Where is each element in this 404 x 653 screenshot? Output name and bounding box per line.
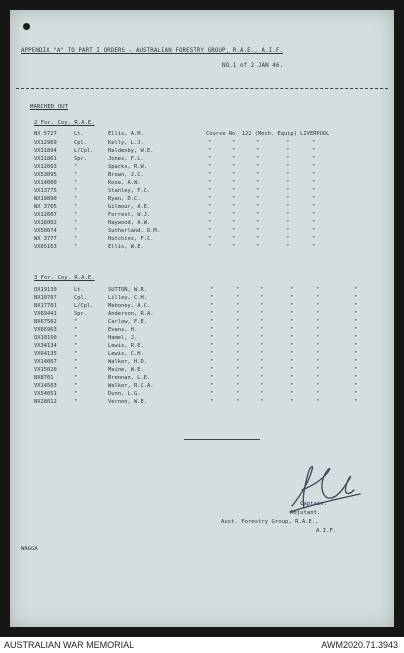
cell-rank: L/Cpl. — [74, 303, 94, 309]
ditto-mark: " — [232, 236, 236, 242]
cell-no: VX66963 — [34, 327, 57, 333]
ditto-mark: " — [312, 148, 316, 154]
ditto-mark: " — [312, 172, 316, 178]
ditto-mark: " — [210, 367, 214, 373]
ditto-mark: " — [290, 391, 294, 397]
ditto-mark: " — [312, 156, 316, 162]
ditto-mark: " — [260, 327, 264, 333]
cell-name: Rose, A.W. — [108, 180, 141, 186]
cell-name: Maine, W.E. — [108, 367, 144, 373]
cell-rank: " — [74, 188, 78, 194]
cell-no: VX13775 — [34, 188, 57, 194]
ditto-mark: " — [290, 367, 294, 373]
ditto-mark: " — [210, 335, 214, 341]
ditto-mark: " — [256, 204, 260, 210]
ditto-mark: " — [354, 303, 358, 309]
ditto-mark: " — [286, 156, 290, 162]
cell-name: Ellis, W.E. — [108, 244, 144, 250]
ditto-mark: " — [236, 367, 240, 373]
ditto-mark: " — [354, 367, 358, 373]
ditto-mark: " — [236, 303, 240, 309]
ditto-mark: " — [208, 228, 212, 234]
ditto-mark: " — [354, 287, 358, 293]
ditto-mark: " — [236, 327, 240, 333]
ditto-mark: " — [312, 180, 316, 186]
ditto-mark: " — [210, 351, 214, 357]
ditto-mark: " — [256, 180, 260, 186]
ditto-mark: " — [354, 359, 358, 365]
cell-no: VX14000 — [34, 180, 57, 186]
ditto-mark: " — [260, 343, 264, 349]
cell-no: NX8701 — [34, 375, 54, 381]
cell-rank: " — [74, 228, 78, 234]
ditto-mark: " — [290, 319, 294, 325]
ditto-mark: " — [210, 311, 214, 317]
cell-no: VX16002 — [34, 220, 57, 226]
ditto-mark: " — [256, 188, 260, 194]
cell-no: VX11861 — [34, 156, 57, 162]
ditto-mark: " — [232, 188, 236, 194]
ditto-mark: " — [232, 140, 236, 146]
cell-rank: " — [74, 359, 78, 365]
ditto-mark: " — [260, 335, 264, 341]
credit-institution: AUSTRALIAN WAR MEMORIAL — [4, 640, 135, 650]
ditto-mark: " — [256, 228, 260, 234]
signatory-title: Adjutant. — [290, 510, 321, 516]
ditto-mark: " — [290, 359, 294, 365]
signatory-unit: Aust. Forestry Group, R.A.E., — [221, 519, 319, 525]
ditto-mark: " — [354, 375, 358, 381]
ditto-mark: " — [316, 391, 320, 397]
document-reference: NO.1 of 2 JAN 46. — [222, 63, 284, 69]
ditto-mark: " — [208, 220, 212, 226]
ditto-mark: " — [290, 335, 294, 341]
ditto-mark: " — [316, 359, 320, 365]
cell-name: Evans, H. — [108, 327, 138, 333]
cell-rank: " — [74, 172, 78, 178]
cell-name: Lilley, C.H. — [108, 295, 147, 301]
cell-rank: Spr. — [74, 156, 87, 162]
ditto-mark: " — [208, 204, 212, 210]
ditto-mark: " — [210, 319, 214, 325]
ditto-mark: " — [316, 351, 320, 357]
ditto-mark: " — [316, 319, 320, 325]
cell-name: Gilmour, A.E. — [108, 204, 151, 210]
ditto-mark: " — [236, 335, 240, 341]
ditto-mark: " — [256, 164, 260, 170]
ditto-mark: " — [232, 180, 236, 186]
cell-rank: " — [74, 244, 78, 250]
ditto-mark: " — [232, 244, 236, 250]
cell-rank: " — [74, 164, 78, 170]
cell-rank: " — [74, 367, 78, 373]
group2-title: 3 For. Coy. R.A.E. — [34, 275, 95, 281]
ditto-mark: " — [236, 391, 240, 397]
cell-no: NX67562 — [34, 319, 57, 325]
ditto-mark: " — [316, 327, 320, 333]
ditto-mark: " — [208, 236, 212, 242]
ditto-mark: " — [316, 287, 320, 293]
ditto-mark: " — [236, 343, 240, 349]
ditto-mark: " — [260, 359, 264, 365]
cell-no: VX11894 — [34, 148, 57, 154]
cell-rank: " — [74, 196, 78, 202]
cell-name: Forrest, W.J. — [108, 212, 151, 218]
ditto-mark: " — [312, 140, 316, 146]
ditto-mark: " — [260, 287, 264, 293]
ditto-mark: " — [316, 303, 320, 309]
cell-no: QX19130 — [34, 287, 57, 293]
ditto-mark: " — [208, 164, 212, 170]
ditto-mark: " — [208, 196, 212, 202]
ditto-mark: " — [210, 287, 214, 293]
cell-no: QX10150 — [34, 335, 57, 341]
cell-rank: " — [74, 351, 78, 357]
ditto-mark: " — [210, 399, 214, 405]
ditto-mark: " — [354, 335, 358, 341]
ditto-mark: " — [290, 375, 294, 381]
ditto-mark: " — [312, 204, 316, 210]
ditto-mark: " — [286, 172, 290, 178]
cell-rank: " — [74, 204, 78, 210]
ditto-mark: " — [312, 220, 316, 226]
ditto-mark: " — [286, 228, 290, 234]
ditto-mark: " — [286, 164, 290, 170]
ditto-mark: " — [232, 156, 236, 162]
header-divider — [16, 88, 388, 89]
cell-name: Walker, H.D. — [108, 359, 147, 365]
ditto-mark: " — [290, 327, 294, 333]
ditto-mark: " — [256, 196, 260, 202]
punch-hole — [23, 23, 30, 30]
cell-name: Lewis, C.H. — [108, 351, 144, 357]
ditto-mark: " — [208, 148, 212, 154]
ditto-mark: " — [210, 327, 214, 333]
cell-name: Jones, F.L. — [108, 156, 144, 162]
ditto-mark: " — [316, 375, 320, 381]
ditto-mark: " — [232, 212, 236, 218]
ditto-mark: " — [290, 295, 294, 301]
ditto-mark: " — [256, 172, 260, 178]
cell-rank: " — [74, 220, 78, 226]
ditto-mark: " — [312, 196, 316, 202]
ditto-mark: " — [286, 180, 290, 186]
cell-name: Hamel, J. — [108, 335, 138, 341]
ditto-mark: " — [286, 212, 290, 218]
cell-rank: " — [74, 391, 78, 397]
end-divider — [184, 439, 260, 440]
ditto-mark: " — [236, 295, 240, 301]
ditto-mark: " — [236, 375, 240, 381]
ditto-mark: " — [290, 303, 294, 309]
ditto-mark: " — [210, 359, 214, 365]
group1-header-row — [34, 131, 330, 139]
ditto-mark: " — [260, 375, 264, 381]
ditto-mark: " — [316, 343, 320, 349]
cell-no: NX 3765 — [34, 204, 57, 210]
ditto-mark: " — [316, 311, 320, 317]
ditto-mark: " — [354, 319, 358, 325]
ditto-mark: " — [210, 391, 214, 397]
cell-name: Walker, R.C.A. — [108, 383, 154, 389]
group1-title: 2 For. Coy. R.A.E. — [34, 120, 95, 126]
ditto-mark: " — [290, 311, 294, 317]
cell-no: VX14503 — [34, 383, 57, 389]
ditto-mark: " — [260, 367, 264, 373]
ditto-mark: " — [236, 311, 240, 317]
cell-no: VX69441 — [34, 311, 57, 317]
ditto-mark: " — [312, 188, 316, 194]
ditto-mark: " — [316, 383, 320, 389]
ditto-mark: " — [354, 383, 358, 389]
ditto-mark: " — [354, 399, 358, 405]
cell-no: VX12663 — [34, 164, 57, 170]
cell-rank: L/Cpl. — [74, 148, 94, 154]
ditto-mark: " — [208, 244, 212, 250]
ditto-mark: " — [232, 172, 236, 178]
cell-no: VX34134 — [34, 343, 57, 349]
ditto-mark: " — [286, 244, 290, 250]
ditto-mark: " — [312, 228, 316, 234]
ditto-mark: " — [286, 196, 290, 202]
document-page — [10, 10, 394, 627]
ditto-mark: " — [290, 287, 294, 293]
ditto-mark: " — [256, 212, 260, 218]
ditto-mark: " — [354, 343, 358, 349]
ditto-mark: " — [256, 236, 260, 242]
ditto-mark: " — [232, 164, 236, 170]
signatory-rank: Captain. — [300, 501, 327, 507]
ditto-mark: " — [354, 311, 358, 317]
cell-rank: Cpl. — [74, 295, 87, 301]
cell-name: Mahoney, A.C. — [108, 303, 151, 309]
ditto-mark: " — [354, 391, 358, 397]
ditto-mark: " — [256, 148, 260, 154]
credit-bar — [0, 637, 404, 653]
cell-name: Carlow, F.E. — [108, 319, 147, 325]
cell-rank: " — [74, 327, 78, 333]
ditto-mark: " — [316, 335, 320, 341]
ditto-mark: " — [260, 303, 264, 309]
cell-rank: " — [74, 236, 78, 242]
cell-rank: " — [74, 343, 78, 349]
cell-no: VX54051 — [34, 391, 57, 397]
cell-no: NX19890 — [34, 196, 57, 202]
ditto-mark: " — [210, 383, 214, 389]
ditto-mark: " — [236, 359, 240, 365]
ditto-mark: " — [260, 351, 264, 357]
cell-no: VX50074 — [34, 228, 57, 234]
credit-accession: AWM2020.71.3943 — [321, 640, 398, 650]
cell-no: VX65163 — [34, 244, 57, 250]
cell-no: VX15020 — [34, 367, 57, 373]
cell-rank: " — [74, 375, 78, 381]
cell-no: VX12969 — [34, 140, 57, 146]
cell-no: VX12607 — [34, 212, 57, 218]
ditto-mark: " — [236, 399, 240, 405]
ditto-mark: " — [208, 188, 212, 194]
cell-rank: " — [74, 319, 78, 325]
header-number: NX 5727 — [34, 131, 57, 137]
ditto-mark: " — [354, 295, 358, 301]
cell-name: Lewis, R.E. — [108, 343, 144, 349]
ditto-mark: " — [256, 156, 260, 162]
ditto-mark: " — [232, 228, 236, 234]
ditto-mark: " — [210, 343, 214, 349]
signatory-unit-line2: A.I.F. — [316, 528, 337, 534]
cell-no: WX 3777 — [34, 236, 57, 242]
cell-rank: " — [74, 180, 78, 186]
cell-no: VX14067 — [34, 359, 57, 365]
ditto-mark: " — [208, 212, 212, 218]
ditto-mark: " — [210, 375, 214, 381]
cell-name: Ryan, D.C. — [108, 196, 141, 202]
ditto-mark: " — [260, 311, 264, 317]
handwritten-signature — [288, 456, 364, 518]
ditto-mark: " — [256, 244, 260, 250]
ditto-mark: " — [232, 220, 236, 226]
ditto-mark: " — [354, 327, 358, 333]
section-title: MARCHED OUT — [30, 104, 69, 110]
ditto-mark: " — [290, 351, 294, 357]
cell-name: Brennan, L.E. — [108, 375, 151, 381]
cell-name: Sutherland, D.M. — [108, 228, 160, 234]
ditto-mark: " — [236, 319, 240, 325]
cell-name: Haldenby, W.E. — [108, 148, 154, 154]
cell-rank: " — [74, 212, 78, 218]
cell-name: Stanley, F.C. — [108, 188, 151, 194]
ditto-mark: " — [316, 399, 320, 405]
ditto-mark: " — [312, 244, 316, 250]
ditto-mark: " — [232, 148, 236, 154]
cell-name: Brown, J.C. — [108, 172, 144, 178]
cell-name: SUTTON, W.R. — [108, 287, 147, 293]
ditto-mark: " — [232, 204, 236, 210]
ditto-mark: " — [286, 236, 290, 242]
ditto-mark: " — [210, 303, 214, 309]
ditto-mark: " — [290, 383, 294, 389]
ditto-mark: " — [256, 140, 260, 146]
cell-rank: Lt. — [74, 287, 84, 293]
ditto-mark: " — [286, 140, 290, 146]
cell-rank: " — [74, 399, 78, 405]
cell-name: Kelly, L.J. — [108, 140, 144, 146]
ditto-mark: " — [260, 399, 264, 405]
header-course: Course No. 122 (Mech. Equip) LIVERPOOL — [206, 131, 330, 137]
ditto-mark: " — [208, 172, 212, 178]
ditto-mark: " — [260, 383, 264, 389]
cell-no: NX17701 — [34, 303, 57, 309]
cell-rank: " — [74, 383, 78, 389]
ditto-mark: " — [312, 236, 316, 242]
ditto-mark: " — [208, 156, 212, 162]
header-name: Ellis, A.H. — [108, 131, 144, 137]
cell-no: NX28012 — [34, 399, 57, 405]
ditto-mark: " — [354, 351, 358, 357]
ditto-mark: " — [316, 367, 320, 373]
cell-name: Vernon, W.E. — [108, 399, 147, 405]
ditto-mark: " — [232, 196, 236, 202]
ditto-mark: " — [260, 319, 264, 325]
location-label: WAGGA — [21, 546, 38, 552]
ditto-mark: " — [256, 220, 260, 226]
ditto-mark: " — [316, 295, 320, 301]
cell-name: Anderson, R.A. — [108, 311, 154, 317]
ditto-mark: " — [208, 140, 212, 146]
cell-no: NX10707 — [34, 295, 57, 301]
cell-no: VX53095 — [34, 172, 57, 178]
ditto-mark: " — [286, 220, 290, 226]
ditto-mark: " — [208, 180, 212, 186]
cell-rank: Cpl. — [74, 140, 87, 146]
ditto-mark: " — [236, 287, 240, 293]
cell-rank: " — [74, 335, 78, 341]
cell-name: Dunn, L.G. — [108, 391, 141, 397]
ditto-mark: " — [260, 391, 264, 397]
ditto-mark: " — [286, 204, 290, 210]
ditto-mark: " — [290, 399, 294, 405]
ditto-mark: " — [236, 351, 240, 357]
cell-name: Hutchins, F.C. — [108, 236, 154, 242]
ditto-mark: " — [286, 188, 290, 194]
ditto-mark: " — [260, 295, 264, 301]
cell-rank: Spr. — [74, 311, 87, 317]
header-rank: Lt. — [74, 131, 84, 137]
document-header: APPENDIX "A" TO PART I ORDERS - AUSTRALIAN FORESTRY GROUP, R.A.E., A.I.F. — [21, 48, 284, 54]
ditto-mark: " — [312, 212, 316, 218]
cell-name: Sparks, R.W. — [108, 164, 147, 170]
ditto-mark: " — [236, 383, 240, 389]
ditto-mark: " — [210, 295, 214, 301]
ditto-mark: " — [286, 148, 290, 154]
ditto-mark: " — [290, 343, 294, 349]
cell-name: Haywood, A.W. — [108, 220, 151, 226]
ditto-mark: " — [312, 164, 316, 170]
cell-no: VX64135 — [34, 351, 57, 357]
